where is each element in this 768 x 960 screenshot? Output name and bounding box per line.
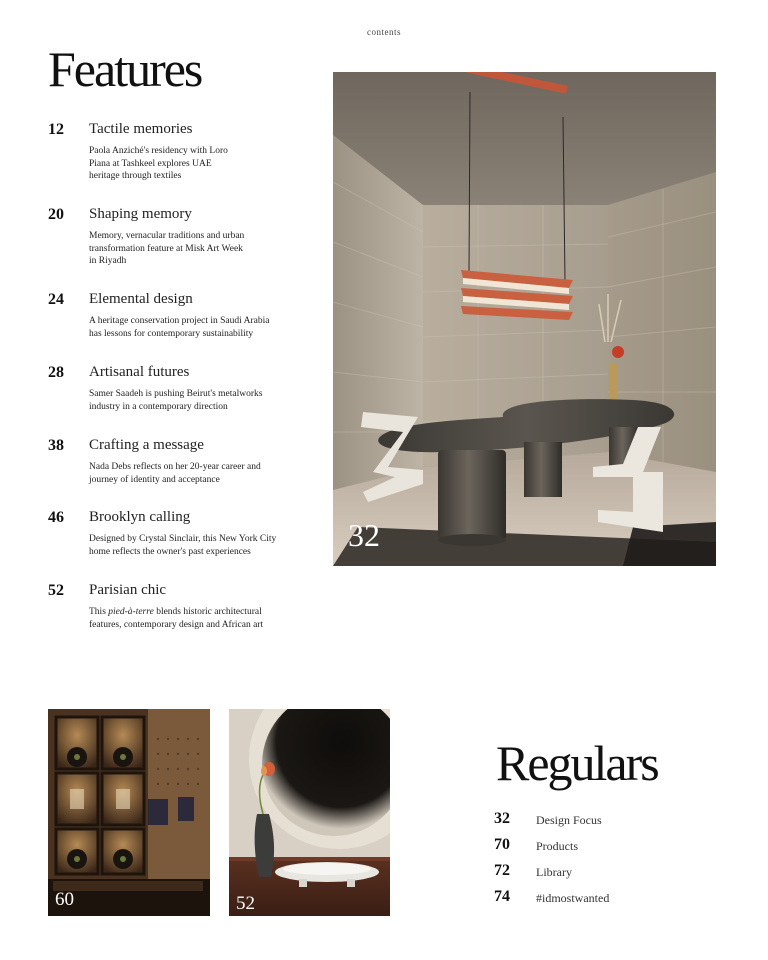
section-kicker: contents: [367, 27, 401, 37]
regulars-item[interactable]: [494, 836, 734, 856]
feature-description: Nada Debs reflects on her 20-year career and journey of identity and acceptance: [89, 462, 261, 485]
feature-title[interactable]: Artisanal futures: [89, 364, 190, 380]
italic-term: pied-à-terre: [108, 607, 154, 617]
features-heading: Features: [48, 41, 202, 97]
regulars-page-number: 70: [494, 836, 510, 853]
record-shelf-photo[interactable]: [48, 709, 210, 916]
feature-page-number: 46: [48, 509, 64, 526]
feature-title[interactable]: Brooklyn calling: [89, 509, 191, 525]
feature-title[interactable]: Parisian chic: [89, 582, 167, 598]
feature-description: Paola Anziché's residency with Loro Piana at Tashkeel explores UAE heritage through textiles: [89, 146, 228, 181]
regulars-label[interactable]: Design Focus: [536, 813, 602, 827]
feature-title[interactable]: Tactile memories: [89, 121, 193, 137]
feature-description: Memory, vernacular traditions and urban transformation feature at Misk Art Week in Riyadh: [89, 231, 245, 266]
record-shelf-image: [48, 709, 210, 916]
feature-title[interactable]: Crafting a message: [89, 437, 204, 453]
regulars-page-number: 74: [494, 888, 510, 905]
feature-page-number: 38: [48, 437, 64, 454]
feature-page-number: 52: [48, 582, 64, 599]
feature-page-number: 12: [48, 121, 64, 138]
regulars-page-number: 32: [494, 810, 510, 827]
regulars-item[interactable]: [494, 862, 734, 882]
regulars-item[interactable]: [494, 810, 734, 830]
vase-still-life-image: [229, 709, 390, 916]
vase-still-life-photo[interactable]: [229, 709, 390, 916]
feature-description: A heritage conservation project in Saudi Arabia has lessons for contemporary sustainability: [89, 316, 270, 339]
dining-room-photo[interactable]: [333, 72, 716, 566]
feature-page-number: 28: [48, 364, 64, 381]
feature-description: Designed by Crystal Sinclair, this New York City home reflects the owner's past experiences: [89, 534, 277, 557]
regulars-label[interactable]: Library: [536, 865, 572, 879]
left-photo-page-number: 60: [55, 889, 74, 910]
feature-description: Samer Saadeh is pushing Beirut's metalworks industry in a contemporary direction: [89, 389, 263, 412]
main-photo-page-number: 32: [348, 517, 380, 553]
feature-page-number: 24: [48, 291, 64, 308]
feature-title[interactable]: Shaping memory: [89, 206, 192, 222]
feature-page-number: 20: [48, 206, 64, 223]
middle-photo-page-number: 52: [236, 893, 255, 914]
regulars-heading: Regulars: [496, 735, 658, 791]
dining-room-image: [333, 72, 716, 566]
regulars-label[interactable]: Products: [536, 839, 578, 853]
feature-description: This pied-à-terre blends historic architectural features, contemporary design and African art: [89, 607, 264, 630]
feature-title[interactable]: Elemental design: [89, 291, 193, 307]
regulars-item[interactable]: [494, 888, 734, 908]
regulars-page-number: 72: [494, 862, 510, 879]
regulars-label[interactable]: #idmostwanted: [536, 891, 610, 905]
